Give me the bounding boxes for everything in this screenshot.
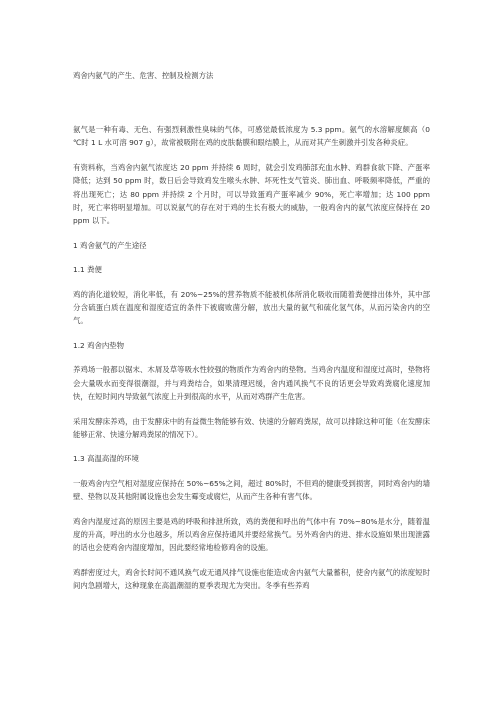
- paragraph: 鸡舍内湿度过高的原因主要是鸡的呼吸和排泄所致，鸡的粪便和呼出的气体中有 70%~80%是水分，随着温度的升高，呼出的水分也越多，所以鸡舍应保持通风并要经常换气。另外鸡舍内的进、排水设施如果出现泄露的话也会使鸡舍内湿度增加，因此要经常地检修鸡舍的设施。: [73, 516, 430, 553]
- section-heading: 1.2 鸡舍内垫物: [73, 340, 125, 350]
- paragraph: 鸡群密度过大，鸡舍长时间不通风换气或无通风排气设施也能造成舍内氨气大量蓄积，使舍内氨气的浓度短时间内急剧增大，这种现象在高温潮湿的夏季表现尤为突出。冬季有些养鸡: [73, 567, 430, 591]
- paragraph: 氨气是一种有毒、无色、有强烈刺激性臭味的气体，可感觉最低浓度为 5.3 ppm。氨气的水溶解度颇高（0 ℃时 1 L 水可溶 907 g），故常被吸附在鸡的皮肤黏膜和眼结膜上，从而对其产生刺激并引发各种炎症。: [73, 125, 430, 148]
- document-title: 鸡舍内氨气的产生、危害、控制及检测方法: [73, 71, 214, 80]
- paragraph: 养鸡场一般都以锯末、木屑及草等吸水性较强的物质作为鸡舍内的垫物。当鸡舍内温度和湿度过高时，垫物将会大量吸水而变得很潮湿，并与鸡粪结合，如果清理迟缓，舍内通风换气不良的话更会导致鸡粪腐化速度加快，在短时间内导致氨气浓度上升到很高的水平，从而对鸡群产生危害。: [73, 365, 430, 402]
- paragraph: 鸡的消化道较短，消化率低，有 20%~25%的营养物质不能被机体所消化吸收而随着粪便排出体外，其中部分含硫蛋白质在温度和湿度适宜的条件下被腐败菌分解，放出大量的氨气和硫化氢气体，从而污染舍内的空气。: [73, 289, 430, 326]
- document-body: [73, 123, 430, 604]
- section-heading: 1 鸡舍氨气的产生途径: [73, 240, 147, 250]
- section-heading: 1.1 粪便: [73, 265, 102, 275]
- paragraph: 采用发酵床养鸡，由于发酵床中的有益微生物能够有效、快速的分解鸡粪尿，故可以排除这种可能（在发酵床能够正常、快速分解鸡粪尿的情况下）。: [73, 416, 430, 439]
- section-heading: 1.3 高温高湿的环境: [73, 454, 139, 464]
- paragraph: 有资料称，当鸡舍内氨气浓度达 20 ppm 并持续 6 周时，就会引发鸡肺部充血水肿、鸡群食欲下降、产蛋率降低；达到 50 ppm 时，数日后会导致鸡发生喉头水肿、坏死性支气管炎、肺出血、呼吸频率降低，严重的将出现死亡；达 80 ppm 并持续 2 个月时，可以导致蛋鸡产蛋率减少 90%，死亡率增加；达 100 ppm 时，死亡率将明显增加。可以说氨气的存在对于鸡的生长有极大的威胁，一般鸡舍内的氨气浓度应保持在 20 ppm 以下。: [73, 162, 430, 226]
- paragraph: 一般鸡舍内空气相对湿度应保持在 50%~65%之间，超过 80%时，不但鸡的健康受到损害，同时鸡舍内的墙壁、垫物以及其他附属设施也会发生霉变或腐烂，从而产生各种有害气体。: [73, 478, 430, 502]
